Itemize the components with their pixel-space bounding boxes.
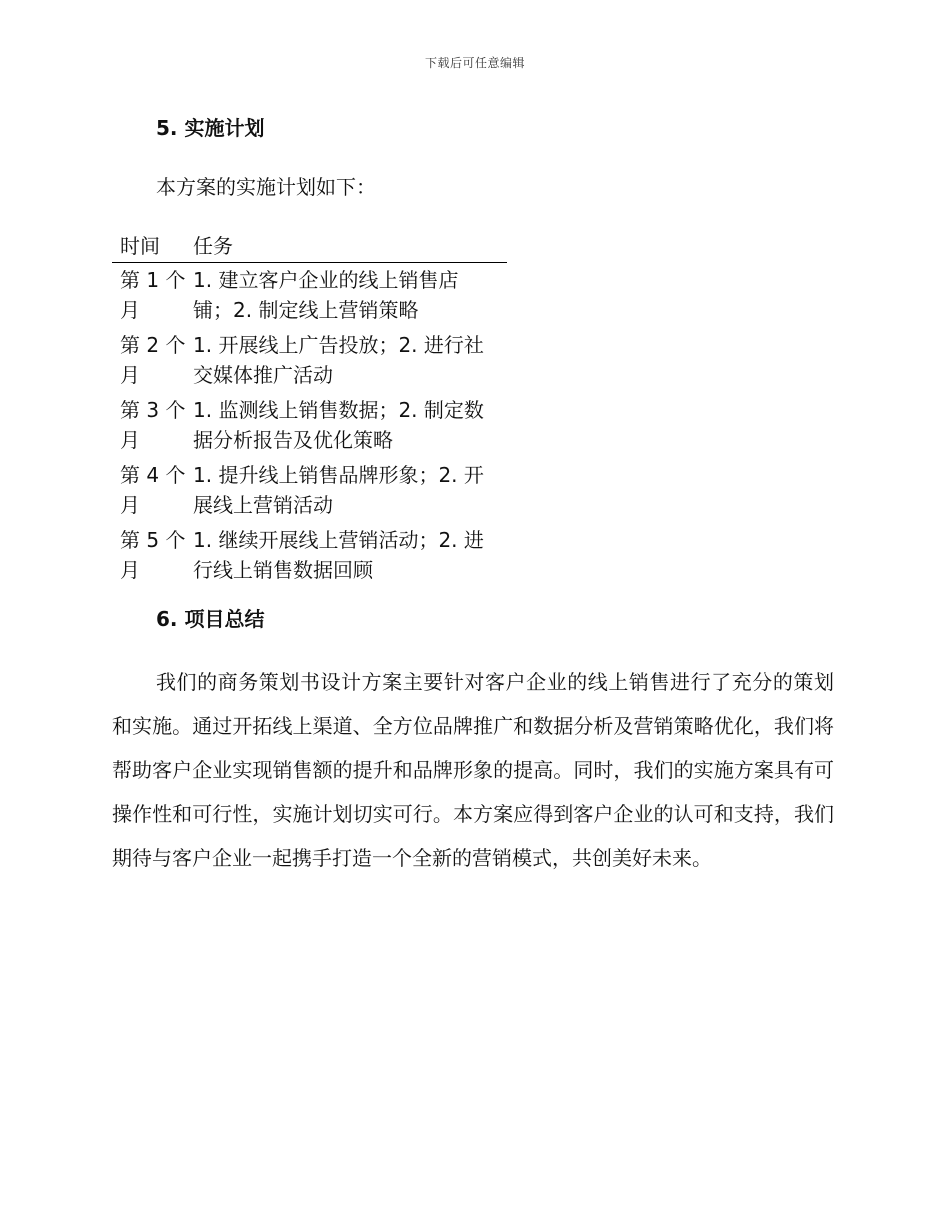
implementation-intro: 本方案的实施计划如下： bbox=[156, 175, 376, 199]
row-time: 第 4 个月 bbox=[120, 463, 186, 517]
header-task: 任务 bbox=[193, 231, 507, 263]
row-task: 1. 监测线上销售数据；2. 制定数据分析报告及优化策略 bbox=[193, 398, 484, 452]
project-summary-paragraph: 我们的商务策划书设计方案主要针对客户企业的线上销售进行了充分的策划和实施。通过开拓线上渠道、全方位品牌推广和数据分析及营销策略优化，我们将帮助客户企业实现销售额的提升和品牌形象的提高。同时，我们的实施方案具有可操作性和可行性，实施计划切实可行。本方案应得到客户企业的认可和支持，我们期待与客户企业一起携手打造一个全新的营销模式，共创美好未来。 bbox=[112, 670, 834, 870]
table-row bbox=[112, 523, 507, 588]
row-time: 第 5 个月 bbox=[120, 528, 186, 582]
row-time: 第 3 个月 bbox=[120, 398, 186, 452]
table-row bbox=[112, 393, 507, 458]
row-time: 第 1 个月 bbox=[120, 268, 186, 322]
row-time: 第 2 个月 bbox=[120, 333, 186, 387]
page-header-note: 下载后可任意编辑 bbox=[424, 56, 525, 70]
header-time: 时间 bbox=[112, 231, 193, 263]
table-row bbox=[112, 328, 507, 393]
table-header-row bbox=[112, 231, 507, 263]
implementation-plan-table bbox=[112, 231, 507, 588]
table-row bbox=[112, 263, 507, 329]
row-task: 1. 提升线上销售品牌形象；2. 开展线上营销活动 bbox=[193, 463, 484, 517]
row-task: 1. 开展线上广告投放；2. 进行社交媒体推广活动 bbox=[193, 333, 484, 387]
row-task: 1. 继续开展线上营销活动；2. 进行线上销售数据回顾 bbox=[193, 528, 484, 582]
section-6-title: 6. 项目总结 bbox=[156, 607, 265, 631]
section-5-title: 5. 实施计划 bbox=[156, 116, 265, 140]
table-row bbox=[112, 458, 507, 523]
row-task: 1. 建立客户企业的线上销售店铺；2. 制定线上营销策略 bbox=[193, 268, 459, 322]
